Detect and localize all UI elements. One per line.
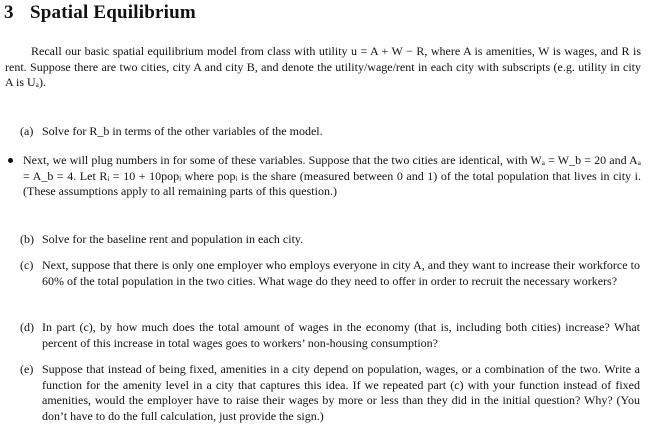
question-d-text: In part (c), by how much does the total amount of wages in the economy (that is, including both cities) increase? What percent of this increase in total wages goes to workers’ non-housing consumption? bbox=[42, 320, 640, 350]
question-b-text: Solve for the baseline rent and population in each city. bbox=[42, 232, 304, 246]
bullet-icon bbox=[8, 158, 13, 163]
question-d-label: (d) bbox=[20, 320, 34, 334]
section-heading bbox=[4, 2, 196, 24]
question-d bbox=[20, 320, 640, 352]
question-c-text: Next, suppose that there is only one employer who employs everyone in city A, and they want to increase their workforce to 60% of the total population in the two cities. What wage do they need to offer in order to recruit the necessary workers? bbox=[42, 258, 640, 288]
question-b-label: (b) bbox=[20, 232, 34, 246]
assumptions-text: Next, we will plug numbers in for some of these variables. Suppose that the two cities are identical, with Wₐ = W_b = 20 and Aₐ = A_b = 4. Let Rᵢ = 10 + 10popᵢ where popᵢ is the share (measured between 0 and 1) of the total population that lives in city i. (These assumptions apply to all remaining parts of this question.) bbox=[23, 153, 641, 199]
question-b bbox=[20, 232, 640, 248]
question-e-label: (e) bbox=[20, 362, 34, 376]
question-a bbox=[20, 124, 640, 140]
question-c bbox=[20, 258, 640, 306]
section-number: 3 bbox=[4, 2, 14, 23]
assumptions-bullet bbox=[5, 153, 641, 217]
intro-paragraph: Recall our basic spatial equilibrium model from class with utility u = A + W − R, where A is amenities, W is wages, and R is rent. Suppose there are two cities, city A and city B, and denote the utility/wage/rent in each city with subscripts (e.g. utility in city A is Uₐ). bbox=[5, 44, 641, 90]
section-title: Spatial Equilibrium bbox=[30, 2, 196, 23]
question-a-label: (a) bbox=[20, 124, 34, 138]
question-c-label: (c) bbox=[20, 258, 34, 272]
question-e-text: Suppose that instead of being fixed, amenities in a city depend on population, wages, or a combination of the two. Write a function for the amenity level in a city that captures this idea. If we repeated part (c) with your function instead of fixed amenities, would the employer have to raise their wages by more or less than they did in the initial question? Why? (You don’t have to do the full calculation, just provide the sign.) bbox=[42, 362, 640, 423]
question-e bbox=[20, 362, 640, 440]
question-a-text: Solve for R_b in terms of the other variables of the model. bbox=[42, 124, 323, 138]
